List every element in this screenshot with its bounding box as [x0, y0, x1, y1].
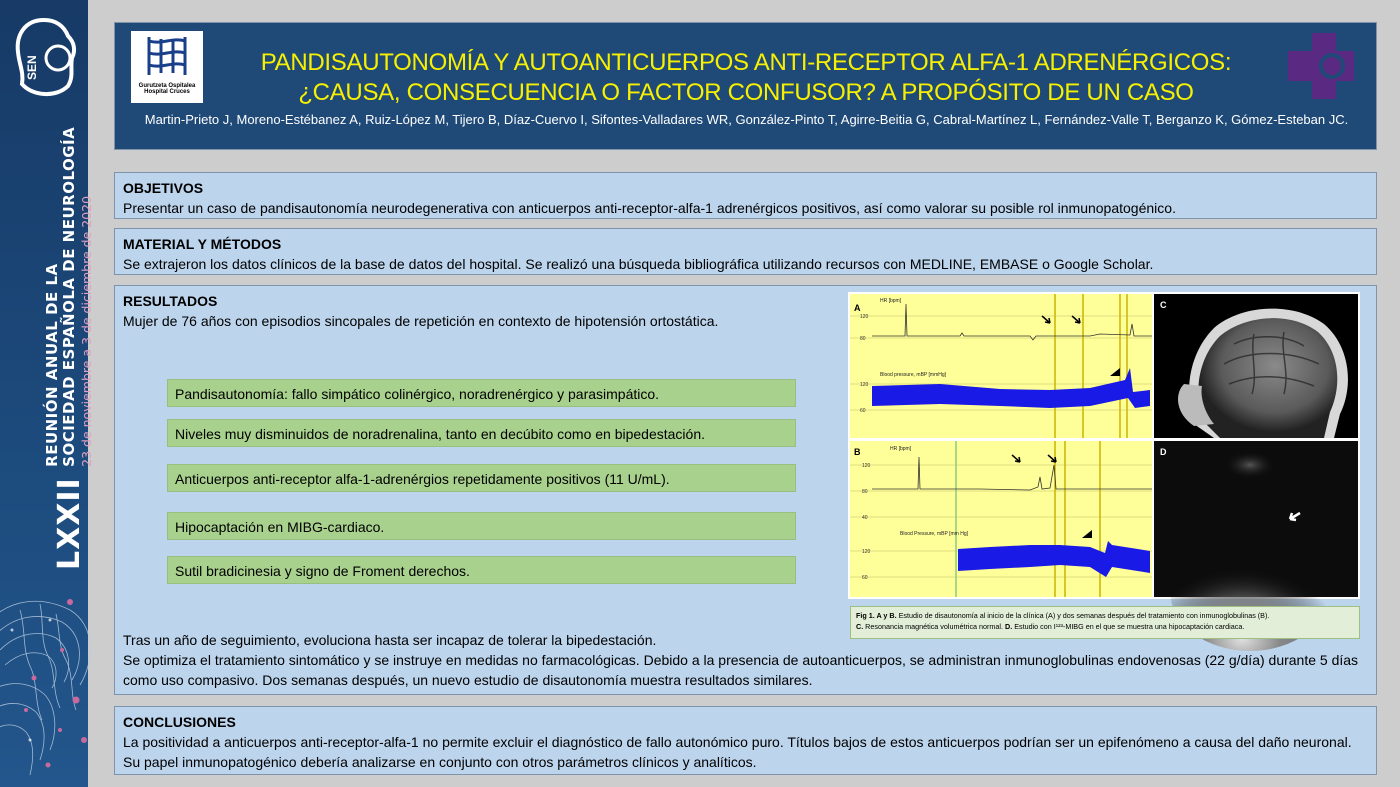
caption-d-text: Estudio con I¹²³-MIBG en el que se muestra una hipocaptación cardiaca. [1012, 622, 1245, 631]
panel-b-hr-label: HR [bpm] [890, 446, 912, 452]
osakidetza-logo [1288, 33, 1354, 99]
brain-illustration [0, 590, 88, 787]
panel-b-bp-label: Blood Pressure, mBP [mm Hg] [900, 531, 968, 537]
material-section [114, 228, 1377, 275]
panel-a-label: A [854, 303, 861, 313]
panel-c-label: C [1160, 300, 1167, 310]
meeting-title [44, 127, 95, 570]
conclusiones-section [114, 706, 1377, 775]
title-line2: ¿CAUSA, CONSECUENCIA O FACTOR CONFUSOR? A PROPÓSITO DE UN CASO [298, 79, 1194, 106]
resultados-followup: Tras un año de seguimiento, evoluciona hasta ser incapaz de tolerar la bipedestación. [123, 632, 657, 648]
hospital-logo [131, 31, 203, 103]
panel-b-tick: 80 [862, 489, 868, 495]
authors: Martin-Prieto J, Moreno-Estébanez A, Ruiz-López M, Tijero B, Díaz-Cuervo I, Sifontes-Valladares WR, González-Pinto T, Agirre-Beitia G, Cabral-Martínez L, Fernández-Valle T, Berganzo K, Gómez-Esteban JC. [144, 112, 1349, 127]
arrow-icon [1072, 316, 1080, 323]
finding-item: Sutil bradicinesia y signo de Froment derechos. [167, 556, 796, 584]
panel-b-label: B [854, 447, 861, 457]
meeting-dates: 23 de noviembre a 3 de diciembre de 2020 [79, 195, 94, 467]
poster-header [114, 22, 1377, 150]
conclusiones-text: La positividad a anticuerpos anti-receptor-alfa-1 no permite excluir el diagnóstico de fallo autonómico puro. Títulos bajos de estos anticuerpos podrían ser un epifenómeno a causa del daño neuronal. Su papel inmunopatogénico debería analizarse en conjunto con otros parámetros clínicos y analíticos. [123, 734, 1352, 770]
material-heading: MATERIAL Y MÉTODOS [123, 236, 282, 252]
caption-line1: Estudio de disautonomía al inicio de la clínica (A) y dos semanas después del tratamiento con inmunoglobulinas (B). [896, 611, 1270, 620]
conclusiones-heading: CONCLUSIONES [123, 714, 236, 730]
caption-c-text: Resonancia magnética volumétrica normal. [863, 622, 1006, 631]
triangle-marker-icon [1110, 368, 1120, 376]
hospital-logo-icon [131, 31, 203, 81]
caption-d-label: D. [1005, 622, 1013, 631]
resultados-intro: Mujer de 76 años con episodios sincopales de repetición en contexto de hipotensión ortostática. [123, 313, 719, 329]
finding-item: Hipocaptación en MIBG-cardiaco. [167, 512, 796, 540]
panel-a-hr-label: HR [bpm] [880, 298, 902, 304]
panel-a-tick: 120 [860, 314, 869, 320]
figure-panel-d-mibg [1154, 441, 1358, 597]
caption-fig-label: Fig 1. A y B. [856, 611, 897, 620]
sen-logo [10, 14, 78, 102]
panel-b-tick: 60 [862, 575, 868, 581]
resultados-heading: RESULTADOS [123, 293, 218, 309]
panel-a-tick: 80 [860, 336, 866, 342]
meeting-line1: REUNIÓN ANUAL DE LA [43, 263, 61, 467]
hospital-logo-text: Gurutzeta Ospitalea Hospital Cruces [138, 83, 196, 95]
meeting-line2: SOCIEDAD ESPAÑOLA DE NEUROLOGÍA [60, 126, 78, 467]
arrow-icon [1012, 455, 1020, 462]
figure-caption [850, 606, 1360, 639]
panel-b-tick: 40 [862, 515, 868, 521]
figure [848, 292, 1360, 599]
objetivos-section [114, 172, 1377, 219]
panel-a-tick: 120 [860, 382, 869, 388]
panel-d-label: D [1160, 447, 1167, 457]
figure-panel-b [850, 441, 1152, 597]
panel-a-bp-label: Blood pressure, mBP [mmHg] [880, 372, 947, 378]
finding-item: Anticuerpos anti-receptor alfa-1-adrenérgios repetidamente positivos (11 U/mL). [167, 464, 796, 492]
arrow-icon [1290, 513, 1300, 520]
poster-title [211, 48, 1281, 108]
objetivos-heading: OBJETIVOS [123, 180, 204, 196]
finding-item: Pandisautonomía: fallo simpático colinérgico, noradrenérgico y parasimpático. [167, 379, 796, 407]
objetivos-text: Presentar un caso de pandisautonomía neurodegenerativa con anticuerpos anti-receptor-alfa-1 adrenérgicos positivos, así como valorar su posible rol inmunopatogénico. [123, 200, 1176, 216]
title-line1: PANDISAUTONOMÍA Y AUTOANTICUERPOS ANTI-RECEPTOR ALFA-1 ADRENÉRGICOS: [260, 49, 1232, 76]
material-text: Se extrajeron los datos clínicos de la base de datos del hospital. Se realizó una búsqueda bibliográfica utilizando recursos con MEDLINE, EMBASE o Google Scholar. [123, 256, 1154, 272]
sidebar [0, 0, 94, 787]
finding-item: Niveles muy disminuidos de noradrenalina, tanto en decúbito como en bipedestación. [167, 419, 796, 447]
caption-c-label: C. [856, 622, 864, 631]
panel-b-tick: 120 [862, 549, 871, 555]
panel-b-tick: 120 [862, 463, 871, 469]
sen-logo-text: SEN [25, 55, 39, 80]
meeting-edition: LXXII [52, 477, 87, 570]
figure-panel-c-mri [1154, 294, 1358, 438]
panel-a-tick: 60 [860, 408, 866, 414]
resultados-treatment: Se optimiza el tratamiento sintomático y se instruye en medidas no farmacológicas. Debido a la presencia de autoanticuerpos, se administran inmunoglobulinas endovenosas (22 g/día) durante 5 días como uso compasivo. Dos semanas después, un nuevo estudio de disautonomía muestra resultados similares. [123, 652, 1359, 688]
arrow-icon [1042, 316, 1050, 323]
figure-panel-a [850, 294, 1152, 438]
triangle-marker-icon [1082, 530, 1092, 538]
